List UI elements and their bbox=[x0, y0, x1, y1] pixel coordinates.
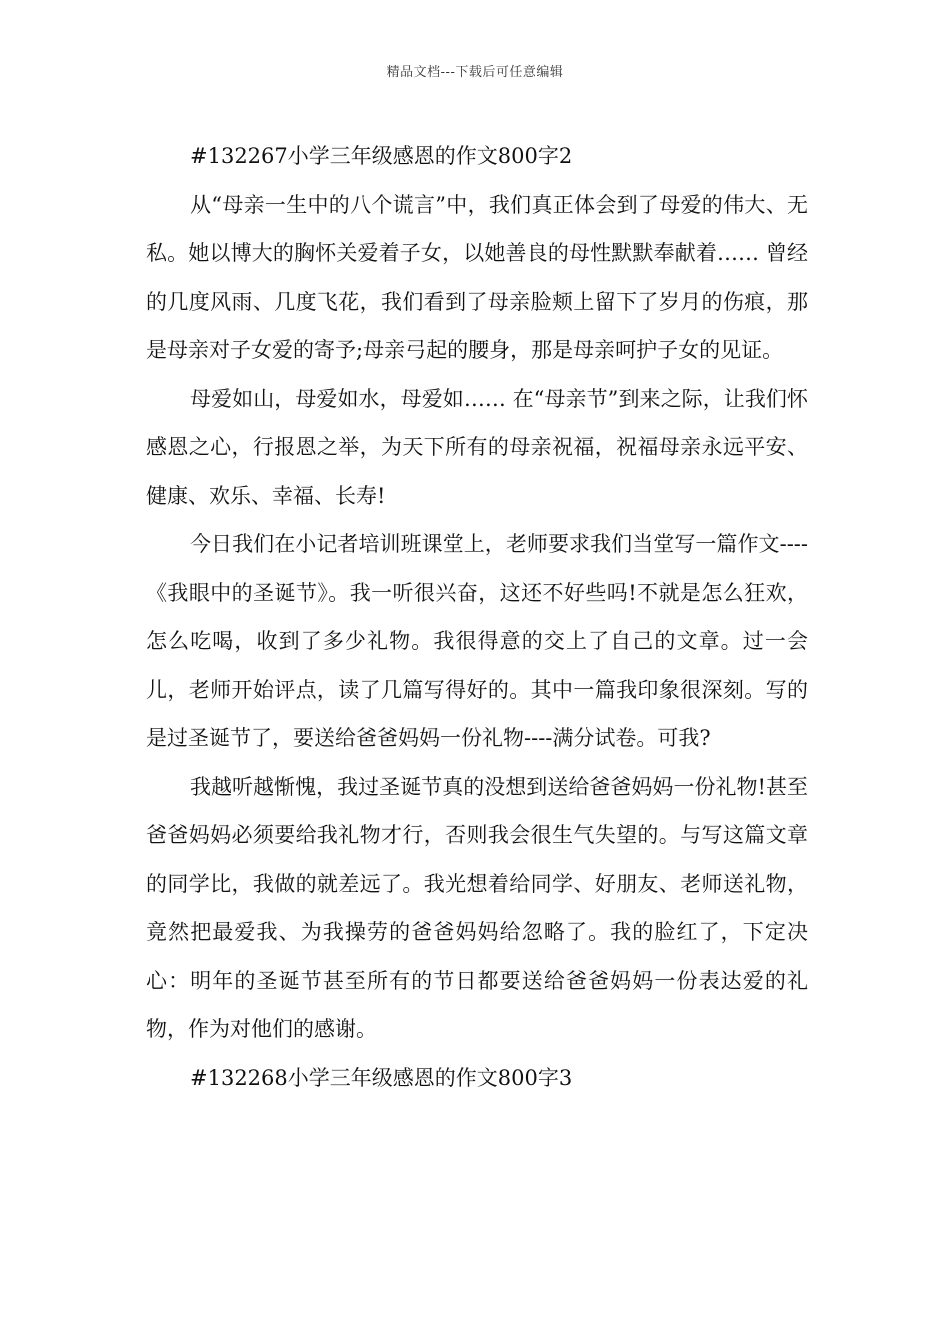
paragraph-4: 我越听越惭愧，我过圣诞节真的没想到送给爸爸妈妈一份礼物!甚至爸爸妈妈必须要给我礼物才行，否则我会很生气失望的。与写这篇文章的同学比，我做的就差远了。我光想着给同学、好朋友、老师送礼物，竟然把最爱我、为我操劳的爸爸妈妈给忽略了。我的脸红了，下定决心：明年的圣诞节甚至所有的节日都要送给爸爸妈妈一份表达爱的礼物，作为对他们的感谢。 bbox=[146, 774, 808, 1041]
document-body bbox=[146, 132, 808, 1102]
paragraph-1: 从“母亲一生中的八个谎言”中，我们真正体会到了母爱的伟大、无私。她以博大的胸怀关爱着子女，以她善良的母性默默奉献着…… 曾经的几度风雨、几度飞花，我们看到了母亲脸颊上留下了岁月的伤痕，那是母亲对子女爱的寄予;母亲弓起的腰身，那是母亲呵护子女的见证。 bbox=[146, 192, 808, 362]
page-header: 精品文档---下载后可任意编辑 bbox=[386, 65, 564, 80]
section-heading-1: #132267小学三年级感恩的作文800字2 bbox=[190, 144, 573, 168]
paragraph-2: 母爱如山，母爱如水，母爱如…… 在“母亲节”到来之际，让我们怀感恩之心，行报恩之举，为天下所有的母亲祝福，祝福母亲永远平安、健康、欢乐、幸福、长寿! bbox=[146, 386, 808, 508]
section-heading-2: #132268小学三年级感恩的作文800字3 bbox=[190, 1065, 573, 1090]
paragraph-3: 今日我们在小记者培训班课堂上，老师要求我们当堂写一篇作文----《我眼中的圣诞节》。我一听很兴奋，这还不好些吗!不就是怎么狂欢，怎么吃喝，收到了多少礼物。我很得意的交上了自己的文章。过一会儿，老师开始评点，读了几篇写得好的。其中一篇我印象很深刻。写的是过圣诞节了，要送给爸爸妈妈一份礼物----满分试卷。可我? bbox=[146, 532, 808, 750]
